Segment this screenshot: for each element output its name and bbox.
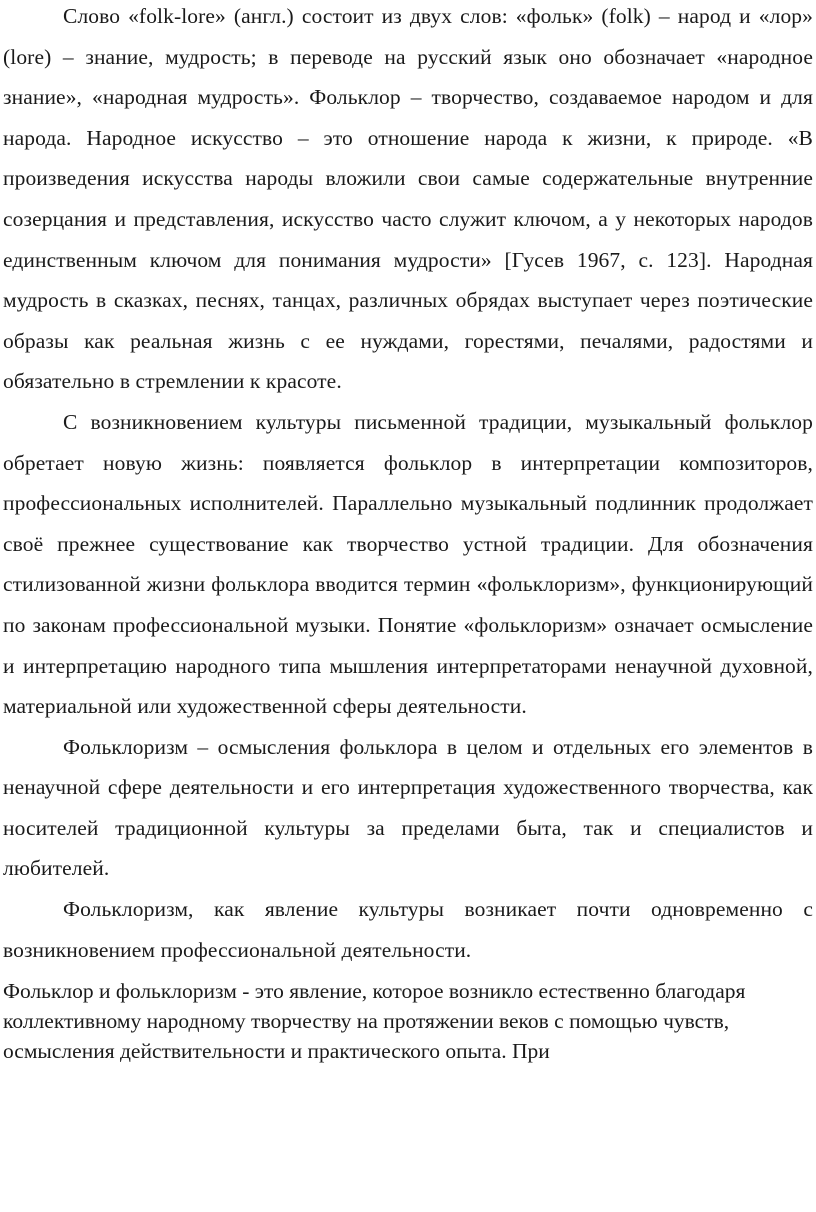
paragraph-folklore-definition: Слово «folk-lore» (англ.) состоит из двух слов: «фольк» (folk) – народ и «лор» (lore) – знание, мудрость; в переводе на русский язык оно обозначает «народное знание», «народная мудрость». Фольклор – творчество, создаваемое народом и для народа. Народное искусство – это отношение народа к жизни, к природе. «В произведения искусства народы вложили свои самые содержательные внутренние созерцания и представления, искусство часто служит ключом, а у некоторых народов единственным ключом для понимания мудрости» [Гусев 1967, с. 123]. Народная мудрость в сказках, песнях, танцах, различных обрядах выступает через поэтические образы как реальная жизнь с ее нуждами, горестями, печалями, радостями и обязательно в стремлении к красоте. bbox=[3, 4, 813, 394]
paragraph-folklorism-definition: Фольклоризм – осмысления фольклора в целом и отдельных его элементов в ненаучной сфере деятельности и его интерпретация художественного творчества, как носителей традиционной культуры за пределами быта, так и специалистов и любителей. bbox=[3, 734, 813, 881]
paragraph-folklore-and-folklorism: Фольклор и фольклоризм - это явление, которое возникло естественно благодаря коллективному народному творчеству на протяжении веков с помощью чувств, осмысления действительности и практического опыта. При bbox=[3, 979, 746, 1064]
paragraph-written-tradition: С возникновением культуры письменной традиции, музыкальный фольклор обретает новую жизнь: появляется фольклор в интерпретации композиторов, профессиональных исполнителей. Параллельно музыкальный подлинник продолжает своё прежнее существование как творчество устной традиции. Для обозначения стилизованной жизни фольклора вводится термин «фольклоризм», функционирующий по законам профессиональной музыки. Понятие «фольклоризм» означает осмысление и интерпретацию народного типа мышления интерпретаторами ненаучной духовной, материальной или художественной сферы деятельности. bbox=[3, 409, 813, 719]
paragraph-folklorism-origin: Фольклоризм, как явление культуры возникает почти одновременно с возникновением профессиональной деятельности. bbox=[3, 897, 813, 962]
